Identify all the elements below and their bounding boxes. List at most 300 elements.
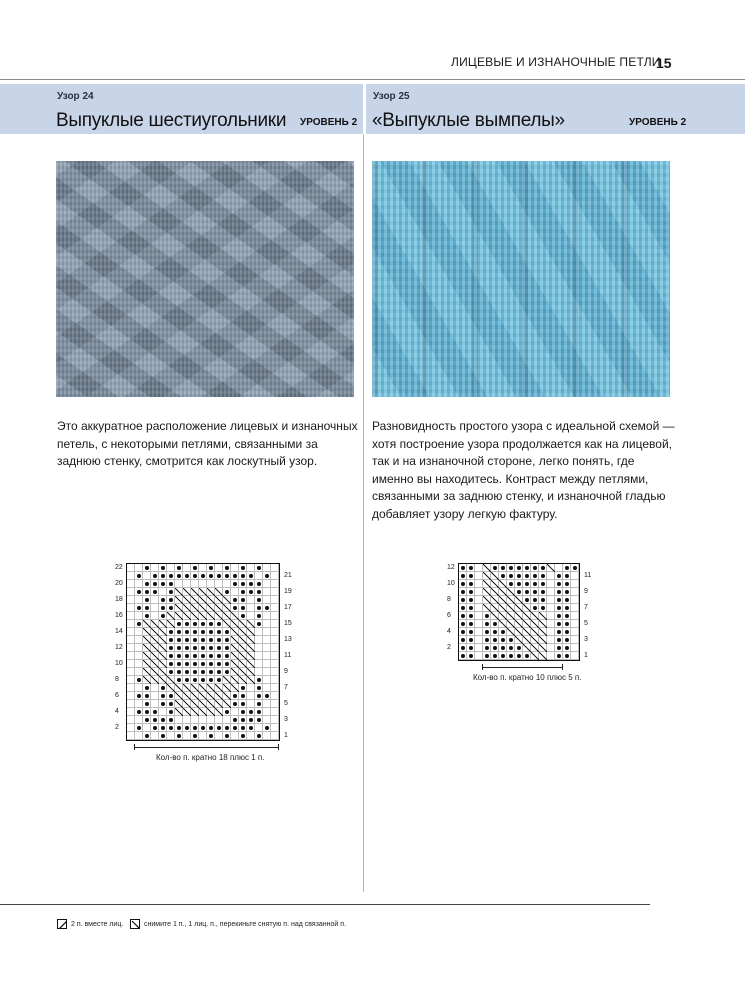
chart-cell [127, 684, 135, 692]
chart-cell [183, 580, 191, 588]
chart-cell [507, 604, 515, 612]
chart-left-repeat-bracket [134, 747, 278, 748]
chart-cell [475, 636, 483, 644]
chart-cell [231, 580, 239, 588]
chart-cell [151, 636, 159, 644]
chart-cell [539, 580, 547, 588]
chart-cell [175, 580, 183, 588]
chart-cell [143, 684, 151, 692]
chart-cell [547, 644, 555, 652]
chart-cell [459, 564, 467, 572]
chart-cell [271, 628, 279, 636]
chart-cell [483, 652, 491, 660]
chart-cell [167, 652, 175, 660]
chart-cell [135, 692, 143, 700]
chart-cell [175, 716, 183, 724]
chart-cell [135, 708, 143, 716]
chart-cell [127, 620, 135, 628]
chart-cell [555, 588, 563, 596]
chart-cell [191, 580, 199, 588]
chart-cell [151, 620, 159, 628]
chart-cell [523, 644, 531, 652]
chart-cell [271, 660, 279, 668]
chart-cell [255, 604, 263, 612]
chart-cell [143, 716, 151, 724]
chart-cell [531, 652, 539, 660]
chart-cell [215, 684, 223, 692]
chart-cell [231, 692, 239, 700]
chart-cell [135, 620, 143, 628]
chart-cell [175, 668, 183, 676]
chart-cell [127, 692, 135, 700]
chart-cell [515, 580, 523, 588]
chart-cell [271, 652, 279, 660]
chart-cell [499, 628, 507, 636]
chart-cell [239, 588, 247, 596]
chart-cell [507, 572, 515, 580]
header-rule [0, 79, 745, 80]
chart-cell [215, 668, 223, 676]
chart-cell [151, 628, 159, 636]
chart-cell [483, 580, 491, 588]
chart-cell [127, 700, 135, 708]
chart-cell [215, 716, 223, 724]
chart-cell [167, 580, 175, 588]
chart-cell [239, 652, 247, 660]
chart-cell [247, 628, 255, 636]
chart-cell [547, 588, 555, 596]
chart-cell [239, 636, 247, 644]
chart-cell [199, 564, 207, 572]
chart-cell [199, 628, 207, 636]
chart-cell [191, 628, 199, 636]
chart-cell [571, 652, 579, 660]
chart-cell [223, 700, 231, 708]
chart-cell [555, 620, 563, 628]
chart-cell [207, 620, 215, 628]
chart-cell [231, 700, 239, 708]
chart-cell [223, 676, 231, 684]
chart-cell [491, 628, 499, 636]
chart-cell [571, 588, 579, 596]
chart-cell [239, 564, 247, 572]
chart-cell [231, 668, 239, 676]
chart-cell [207, 588, 215, 596]
chart-cell [135, 668, 143, 676]
chart-cell [199, 636, 207, 644]
chart-cell [175, 700, 183, 708]
chart-cell [215, 588, 223, 596]
chart-cell [263, 676, 271, 684]
chart-cell [271, 668, 279, 676]
chart-cell [255, 684, 263, 692]
chart-cell [159, 644, 167, 652]
chart-cell [247, 716, 255, 724]
chart-cell [247, 636, 255, 644]
chart-cell [207, 732, 215, 740]
chart-cell [499, 596, 507, 604]
chart-cell [151, 660, 159, 668]
chart-cell [199, 708, 207, 716]
chart-cell [571, 612, 579, 620]
chart-cell [515, 572, 523, 580]
chart-cell [159, 652, 167, 660]
chart-cell [223, 572, 231, 580]
chart-cell [507, 564, 515, 572]
chart-cell [539, 628, 547, 636]
chart-cell [523, 620, 531, 628]
chart-cell [555, 628, 563, 636]
chart-cell [151, 580, 159, 588]
chart-cell [175, 732, 183, 740]
chart-cell [191, 612, 199, 620]
chart-cell [459, 612, 467, 620]
column-divider [363, 134, 364, 892]
chart-cell [555, 636, 563, 644]
chart-cell [183, 700, 191, 708]
chart-right-repeat-tick [562, 664, 563, 670]
chart-cell [215, 572, 223, 580]
chart-cell [167, 636, 175, 644]
chart-cell [459, 572, 467, 580]
chart-cell [467, 652, 475, 660]
chart-cell [239, 684, 247, 692]
chart-cell [175, 652, 183, 660]
chart-cell [191, 668, 199, 676]
chart-cell [135, 628, 143, 636]
chart-cell [175, 692, 183, 700]
chart-cell [223, 652, 231, 660]
legend-label-k2tog: 2 п. вместе лиц. [71, 920, 124, 928]
chart-cell [539, 596, 547, 604]
chart-left-row-label-left: 16 [115, 612, 123, 619]
chart-cell [183, 588, 191, 596]
pattern-title-left: Выпуклые шестиугольники [56, 110, 287, 131]
chart-cell [531, 588, 539, 596]
chart-cell [175, 708, 183, 716]
chart-cell [199, 684, 207, 692]
chart-cell [467, 628, 475, 636]
chart-cell [151, 604, 159, 612]
chart-cell [167, 708, 175, 716]
chart-cell [563, 636, 571, 644]
chart-cell [231, 636, 239, 644]
chart-cell [175, 588, 183, 596]
chart-cell [215, 708, 223, 716]
chart-cell [271, 596, 279, 604]
chart-cell [507, 580, 515, 588]
chart-cell [507, 636, 515, 644]
chart-cell [151, 700, 159, 708]
chart-cell [135, 684, 143, 692]
chart-cell [231, 660, 239, 668]
chart-cell [531, 572, 539, 580]
chart-cell [175, 596, 183, 604]
chart-cell [263, 636, 271, 644]
chart-cell [491, 612, 499, 620]
chart-cell [475, 628, 483, 636]
chart-cell [459, 588, 467, 596]
chart-left-row-label-left: 4 [115, 708, 119, 715]
chart-cell [167, 628, 175, 636]
chart-cell [547, 620, 555, 628]
chart-cell [467, 588, 475, 596]
chart-cell [151, 588, 159, 596]
chart-cell [191, 708, 199, 716]
chart-cell [135, 700, 143, 708]
chart-left-row-label-left: 6 [115, 692, 119, 699]
chart-cell [231, 644, 239, 652]
chart-cell [499, 588, 507, 596]
chart-cell [127, 596, 135, 604]
chart-cell [547, 580, 555, 588]
chart-cell [207, 636, 215, 644]
chart-cell [239, 628, 247, 636]
chart-cell [215, 700, 223, 708]
chart-cell [547, 564, 555, 572]
chart-cell [127, 660, 135, 668]
chart-cell [175, 636, 183, 644]
chart-cell [215, 636, 223, 644]
chart-cell [467, 620, 475, 628]
chart-cell [459, 636, 467, 644]
chart-cell [231, 732, 239, 740]
chart-cell [159, 660, 167, 668]
chart-cell [143, 596, 151, 604]
chart-cell [143, 620, 151, 628]
chart-cell [555, 596, 563, 604]
chart-cell [175, 620, 183, 628]
chart-cell [255, 732, 263, 740]
chart-cell [507, 588, 515, 596]
chart-cell [167, 604, 175, 612]
chart-cell [215, 612, 223, 620]
chart-left-row-label-right: 17 [284, 604, 292, 611]
chart-cell [515, 596, 523, 604]
chart-cell [247, 668, 255, 676]
chart-cell [271, 724, 279, 732]
chart-cell [239, 620, 247, 628]
chart-cell [207, 644, 215, 652]
description-right: Разновидность простого узора с идеальной схемой — хотя построение узора продолжается как на лицевой, так и на изнаночной стороне, легко понять, где именно вы находитесь. Контраст между петлями, связанными за заднюю стенку, и изнаночной гладью добавляет узору легкую фактуру. [372, 419, 675, 521]
chart-cell [563, 596, 571, 604]
chart-cell [271, 676, 279, 684]
chart-cell [151, 668, 159, 676]
chart-cell [135, 644, 143, 652]
chart-cell [247, 612, 255, 620]
chart-right-row-label-left: 10 [447, 580, 455, 587]
chart-cell [499, 620, 507, 628]
chart-cell [151, 596, 159, 604]
chart-cell [231, 628, 239, 636]
chart-cell [175, 644, 183, 652]
chart-cell [247, 652, 255, 660]
chart-cell [215, 732, 223, 740]
chart-cell [159, 588, 167, 596]
chart-cell [263, 716, 271, 724]
chart-cell [523, 612, 531, 620]
chart-cell [247, 644, 255, 652]
chart-right-row-label-left: 6 [447, 612, 451, 619]
chart-cell [143, 612, 151, 620]
chart-cell [175, 660, 183, 668]
chart-cell [263, 668, 271, 676]
chart-cell [159, 684, 167, 692]
chart-cell [215, 596, 223, 604]
chart-cell [127, 604, 135, 612]
chart-right-repeat-bracket [482, 667, 562, 668]
chart-cell [263, 596, 271, 604]
chart-cell [523, 588, 531, 596]
chart-cell [255, 628, 263, 636]
chart-cell [167, 700, 175, 708]
chart-cell [223, 684, 231, 692]
chart-cell [199, 692, 207, 700]
chart-left-row-label-right: 11 [284, 652, 292, 659]
chart-cell [231, 708, 239, 716]
legend-label-skpo: снимите 1 п., 1 лиц. п., перекиньте снятую п. над связанной п. [144, 920, 347, 928]
chart-cell [207, 628, 215, 636]
chart-cell [255, 724, 263, 732]
chart-cell [159, 564, 167, 572]
chart-cell [199, 700, 207, 708]
chart-cell [127, 676, 135, 684]
chart-cell [483, 628, 491, 636]
chart-cell [191, 724, 199, 732]
chart-cell [191, 732, 199, 740]
chart-cell [255, 612, 263, 620]
chart-cell [167, 588, 175, 596]
chart-cell [555, 572, 563, 580]
level-badge-right: УРОВЕНЬ 2 [629, 117, 687, 128]
chart-cell [507, 652, 515, 660]
chart-cell [183, 628, 191, 636]
chart-cell [271, 732, 279, 740]
chart-cell [507, 612, 515, 620]
chart-cell [459, 580, 467, 588]
skpo-icon [130, 919, 140, 929]
chart-cell [159, 724, 167, 732]
chart-cell [135, 588, 143, 596]
chart-cell [167, 732, 175, 740]
chart-cell [199, 644, 207, 652]
chart-cell [255, 596, 263, 604]
chart-cell [539, 620, 547, 628]
chart-cell [199, 588, 207, 596]
chart-right-caption: Кол-во п. кратно 10 плюс 5 п. [473, 673, 582, 682]
chart-cell [571, 620, 579, 628]
chart-cell [135, 652, 143, 660]
chart-cell [483, 564, 491, 572]
chart-cell [467, 612, 475, 620]
chart-cell [499, 604, 507, 612]
chart-cell [563, 604, 571, 612]
pattern-number-left: Узор 24 [57, 91, 94, 102]
chart-cell [491, 620, 499, 628]
chart-cell [475, 652, 483, 660]
chart-cell [207, 572, 215, 580]
chart-cell [159, 676, 167, 684]
chart-cell [255, 636, 263, 644]
chart-cell [247, 724, 255, 732]
chart-left-row-label-left: 12 [115, 644, 123, 651]
chart-cell [215, 692, 223, 700]
chart-cell [271, 716, 279, 724]
chart-right-row-label-left: 8 [447, 596, 451, 603]
chart-cell [223, 668, 231, 676]
chart-cell [207, 564, 215, 572]
chart-cell [183, 604, 191, 612]
chart-cell [555, 564, 563, 572]
chart-cell [523, 580, 531, 588]
chart-cell [159, 692, 167, 700]
chart-cell [167, 676, 175, 684]
chart-cell [207, 724, 215, 732]
chart-cell [491, 580, 499, 588]
chart-cell [239, 644, 247, 652]
chart-cell [263, 732, 271, 740]
chart-cell [223, 620, 231, 628]
chart-cell [143, 572, 151, 580]
chart-cell [475, 596, 483, 604]
chart-cell [263, 700, 271, 708]
chart-cell [255, 620, 263, 628]
chart-cell [151, 652, 159, 660]
chart-cell [199, 580, 207, 588]
chart-cell [539, 604, 547, 612]
chart-cell [263, 708, 271, 716]
chart-cell [127, 572, 135, 580]
chart-cell [507, 628, 515, 636]
chart-cell [143, 644, 151, 652]
chart-left-row-label-right: 1 [284, 732, 288, 739]
chart-cell [143, 604, 151, 612]
chart-left-row-label-left: 2 [115, 724, 119, 731]
chart-cell [515, 564, 523, 572]
chart-cell [159, 668, 167, 676]
chart-cell [247, 596, 255, 604]
chart-cell [151, 612, 159, 620]
chart-cell [271, 620, 279, 628]
chart-cell [531, 620, 539, 628]
chart-cell [183, 572, 191, 580]
chart-cell [135, 660, 143, 668]
chart-cell [127, 636, 135, 644]
chart-cell [563, 564, 571, 572]
chart-cell [547, 652, 555, 660]
chart-cell [207, 676, 215, 684]
chart-cell [127, 668, 135, 676]
chart-cell [255, 676, 263, 684]
chart-cell [183, 668, 191, 676]
chart-cell [547, 612, 555, 620]
chart-cell [199, 732, 207, 740]
chart-cell [239, 572, 247, 580]
chart-cell [207, 668, 215, 676]
chart-cell [135, 596, 143, 604]
chart-cell [555, 580, 563, 588]
chart-cell [175, 676, 183, 684]
chart-cell [539, 588, 547, 596]
chart-cell [183, 652, 191, 660]
chart-cell [223, 692, 231, 700]
chart-cell [467, 644, 475, 652]
chart-cell [127, 732, 135, 740]
chart-cell [523, 636, 531, 644]
chart-cell [183, 612, 191, 620]
level-badge-left: УРОВЕНЬ 2 [300, 117, 358, 128]
chart-cell [175, 604, 183, 612]
